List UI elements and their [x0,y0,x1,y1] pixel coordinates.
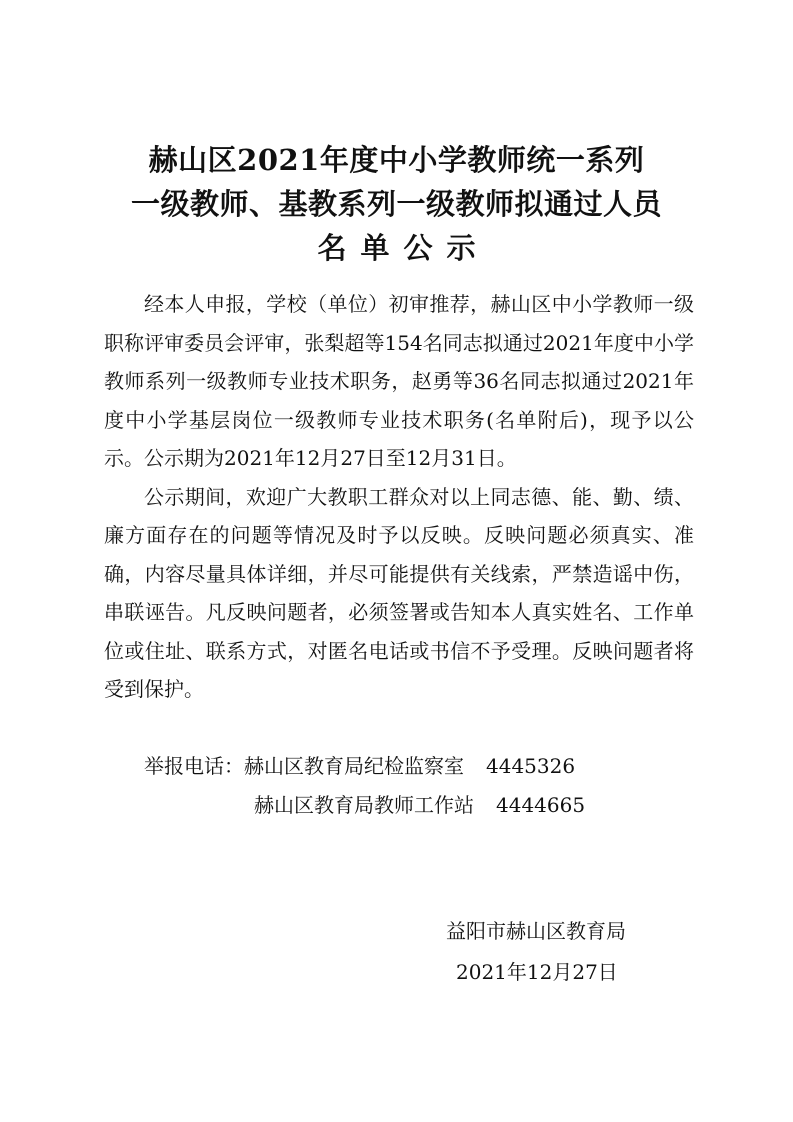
contact-phone-2: 4444665 [496,793,586,817]
document-body [104,285,694,709]
title-line-1: 赫山区2021年度中小学教师统一系列 [148,143,645,177]
contact-dept-2: 赫山区教育局教师工作站 [254,793,474,817]
contact-line-2 [254,786,585,824]
contact-label: 举报电话： [144,754,244,778]
signature-organization: 益阳市赫山区教育局 [446,919,626,943]
title-line-2: 一级教师、基教系列一级教师拟通过人员 [130,187,662,221]
paragraph-feedback: 公示期间，欢迎广大教职工群众对以上同志德、能、勤、绩、廉方面存在的问题等情况及时予以反映。反映问题必须真实、准确，内容尽量具体详细，并尽可能提供有关线索，严禁造谣中伤，串联诬告。凡反映问题者，必须签署或告知本人真实姓名、工作单位或住址、联系方式，对匿名电话或书信不予受理。反映问题者将受到保护。 [104,484,694,701]
document-title [0,138,793,270]
paragraph-announcement: 经本人申报，学校（单位）初审推荐，赫山区中小学教师一级职称评审委员会评审，张梨超等154名同志拟通过2021年度中小学教师系列一级教师专业技术职务，赵勇等36名同志拟通过2021年度中小学基层岗位一级教师专业技术职务(名单附后)，现予以公示。公示期为2021年12月27日至12月31日。 [104,292,694,470]
title-line-3: 名单公示 [317,231,490,265]
contact-phone-1: 4445326 [486,754,576,778]
signature-date: 2021年12月27日 [456,960,618,984]
contact-line-1 [144,747,575,785]
contact-dept-1: 赫山区教育局纪检监察室 [244,754,464,778]
